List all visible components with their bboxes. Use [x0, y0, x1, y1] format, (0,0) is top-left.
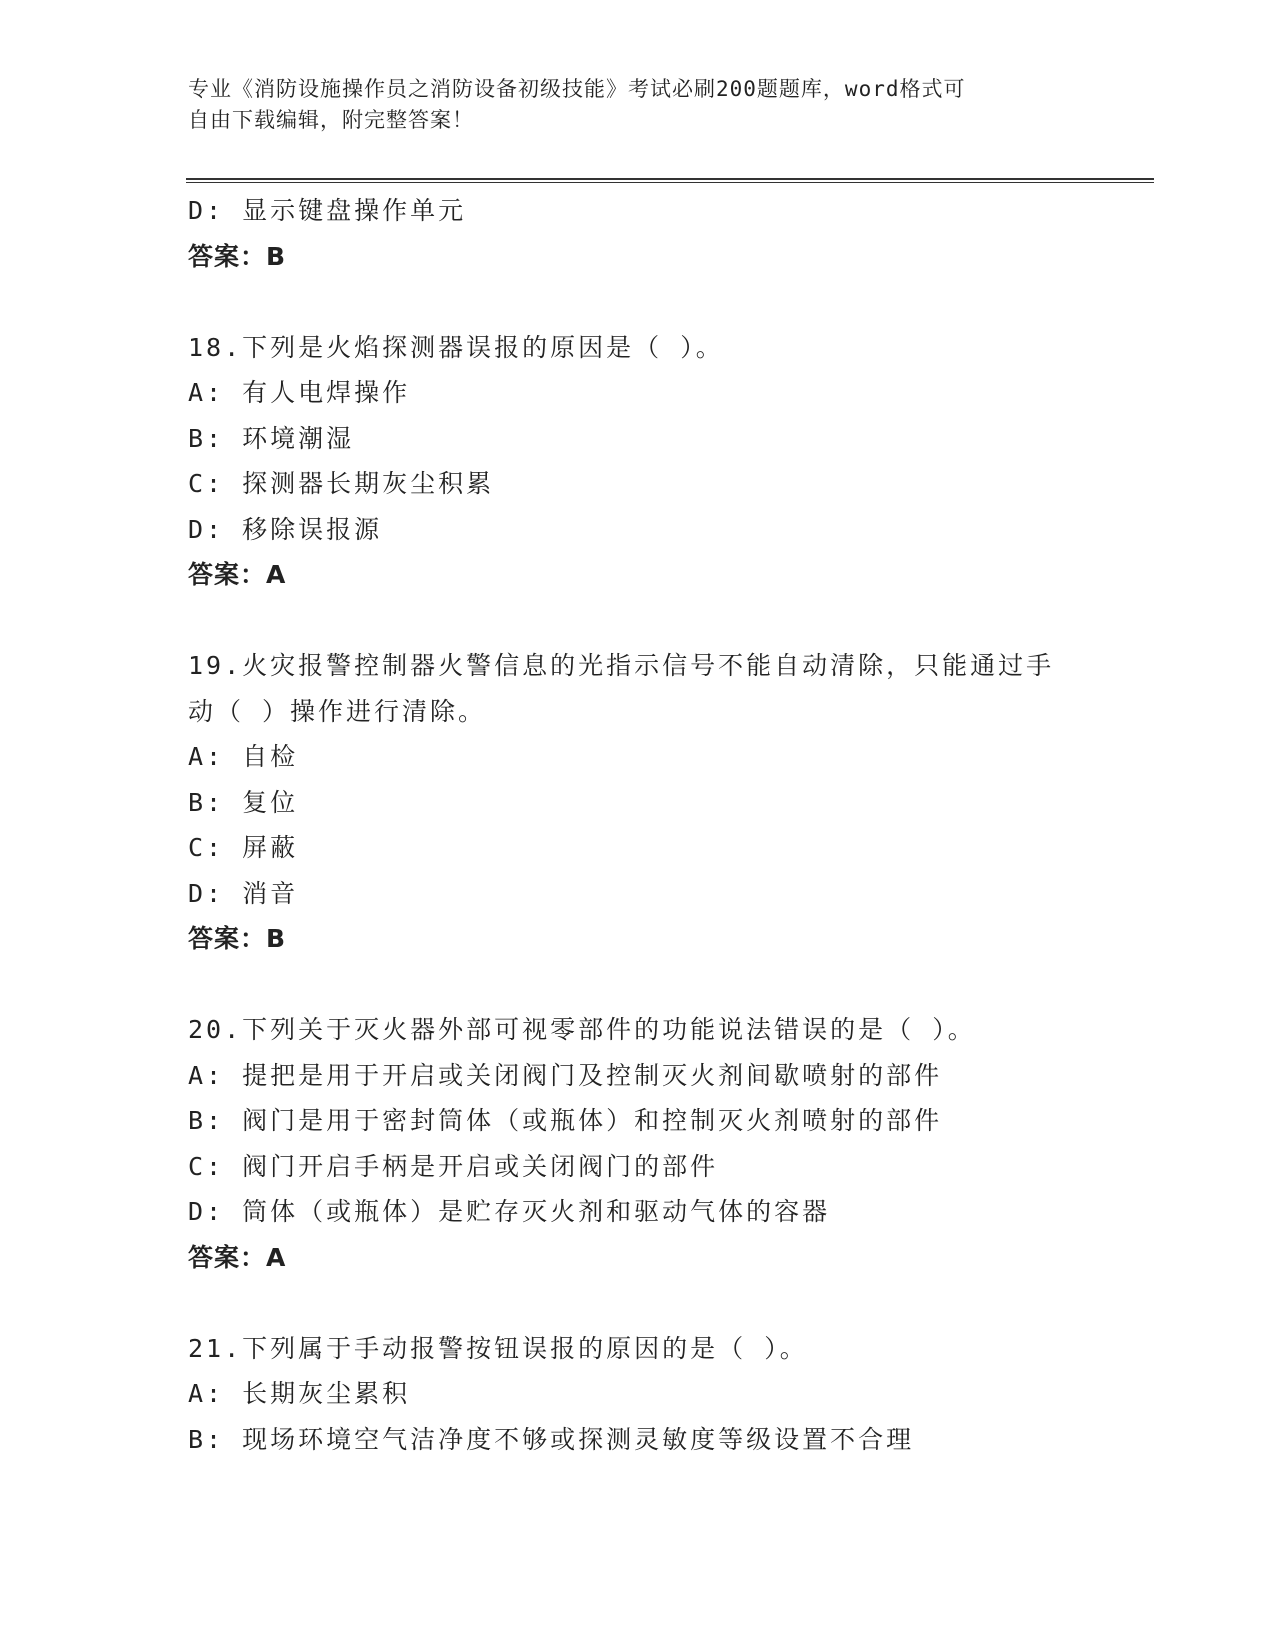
page-header	[188, 74, 1068, 136]
q19-stem-line-1: 19.火灾报警控制器火警信息的光指示信号不能自动清除，只能通过手	[188, 651, 1055, 680]
q18-option-c: C: 探测器长期灰尘积累	[188, 469, 495, 498]
q19-option-c: C: 屏蔽	[188, 833, 299, 862]
header-divider-thick	[186, 178, 1154, 180]
q19-option-b: B: 复位	[188, 787, 299, 817]
q18-answer: 答案：A	[188, 560, 287, 589]
q20-stem: 20.下列关于灭火器外部可视零部件的功能说法错误的是（ ）。	[188, 1015, 976, 1044]
header-divider-thin	[186, 182, 1154, 183]
prev-answer: 答案：B	[188, 241, 287, 271]
q18-stem: 18.下列是火焰探测器误报的原因是（ ）。	[188, 332, 724, 362]
q20-option-a: A: 提把是用于开启或关闭阀门及控制灭火剂间歇喷射的部件	[188, 1060, 943, 1090]
q20-option-b: B: 阀门是用于密封筒体（或瓶体）和控制灭火剂喷射的部件	[188, 1106, 943, 1135]
q19-option-a: A: 自检	[188, 742, 299, 771]
q20-option-d: D: 筒体（或瓶体）是贮存灭火剂和驱动气体的容器	[188, 1197, 831, 1226]
q19-option-d: D: 消音	[188, 878, 299, 908]
q18-option-a: A: 有人电焊操作	[188, 378, 411, 407]
q21-stem: 21.下列属于手动报警按钮误报的原因的是（ ）。	[188, 1333, 808, 1363]
q20-answer: 答案：A	[188, 1242, 287, 1272]
q19-answer: 答案：B	[188, 924, 287, 953]
spacer	[188, 598, 1108, 644]
q18-option-b: B: 环境潮湿	[188, 423, 355, 453]
prev-option-d: D: 显示键盘操作单元	[188, 196, 467, 225]
header-line-2: 自由下载编辑，附完整答案！	[188, 108, 474, 132]
header-line-1: 专业《消防设施操作员之消防设备初级技能》考试必刷200题题库，word格式可	[188, 77, 966, 101]
spacer	[188, 279, 1108, 325]
q18-option-d: D: 移除误报源	[188, 514, 383, 544]
q20-option-c: C: 阀门开启手柄是开启或关闭阀门的部件	[188, 1151, 719, 1181]
q21-option-b: B: 现场环境空气洁净度不够或探测灵敏度等级设置不合理	[188, 1424, 915, 1454]
q21-option-a: A: 长期灰尘累积	[188, 1379, 411, 1408]
spacer	[188, 1280, 1108, 1326]
spacer	[188, 962, 1108, 1008]
q19-stem-line-2: 动（ ）操作进行清除。	[188, 696, 487, 726]
question-list	[188, 188, 1108, 1462]
